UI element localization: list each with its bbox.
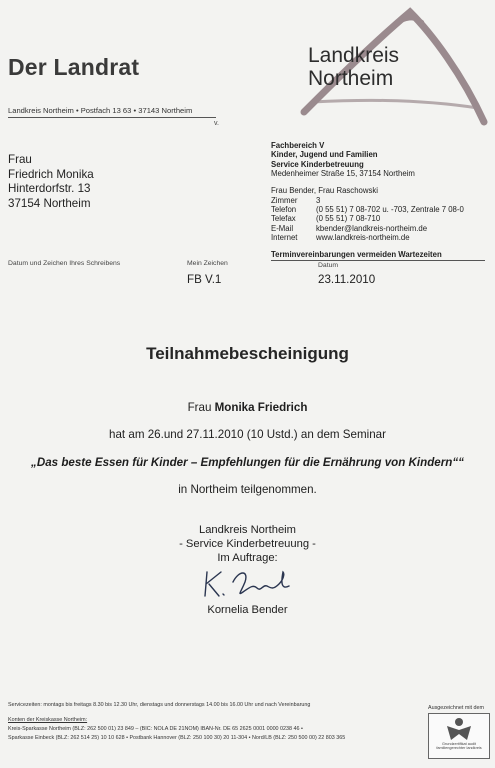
accounts-title: Konten der Kreiskasse Northeim: (8, 717, 88, 723)
contact-label: E-Mail (271, 223, 294, 233)
department-line-1: Fachbereich V (271, 141, 325, 150)
appointment-note: Terminvereinbarungen vermeiden Wartezeiten (271, 250, 442, 259)
audit-badge (428, 713, 490, 759)
recipient-city: 37154 Northeim (8, 196, 91, 210)
signature-authority: Im Auftrage: (217, 552, 278, 564)
sender-address: Landkreis Northeim • Postfach 13 63 • 37143 Northeim (8, 106, 193, 115)
appointment-divider (271, 260, 485, 261)
contact-row (271, 205, 464, 214)
my-reference-value: FB V.1 (187, 273, 222, 286)
contact-website[interactable]: www.landkreis-northeim.de (316, 232, 410, 242)
handwritten-signature-icon (197, 562, 307, 602)
participant-line (0, 401, 495, 414)
award-label: Ausgezeichnet mit dem (428, 705, 485, 711)
contact-table (271, 196, 464, 242)
date-value: 23.11.2010 (318, 273, 376, 286)
participant-name: Monika Friedrich (214, 401, 308, 414)
recipient-street: Hinterdorfstr. 13 (8, 182, 91, 196)
recipient-name: Friedrich Monika (8, 167, 94, 181)
contact-row (271, 224, 464, 233)
contact-persons: Frau Bender, Frau Raschowski (271, 186, 379, 195)
contact-label: Zimmer (271, 196, 298, 205)
department-block (271, 141, 378, 169)
contact-label: Telefax (271, 214, 296, 224)
page-title: Der Landrat (8, 54, 140, 80)
recipient-salutation: Frau (8, 153, 32, 166)
sender-suffix: v. (214, 120, 219, 127)
logo-wordmark (308, 44, 399, 90)
seminar-title: „Das beste Essen für Kinder – Empfehlungen für die Ernährung von Kindern““ (31, 456, 464, 469)
seminar-date-line: hat am 26.und 27.11.2010 (10 Ustd.) an dem Seminar (109, 428, 386, 441)
signature-department: - Service Kinderbetreuung - (179, 538, 316, 550)
department-address: Medenheimer Straße 15, 37154 Northeim (271, 169, 415, 178)
audit-figure-icon (429, 714, 489, 744)
contact-row (271, 214, 464, 223)
signature-org: Landkreis Northeim (198, 524, 296, 536)
contact-row (271, 233, 464, 242)
certificate-heading: Teilnahmebescheinigung (146, 344, 349, 363)
department-line-2: Kinder, Jugend und Familien (271, 150, 378, 160)
recipient-address (8, 153, 94, 211)
accounts-line-1: Kreis-Sparkasse Northeim (BLZ: 262 500 01) 23 849 – (BIC: NOLA DE 21NOM) IBAN-Nr. DE 65 2625 0001 0000 0238 46 • (8, 726, 303, 732)
your-reference-label: Datum und Zeichen Ihres Schreibens (8, 260, 121, 267)
department-line-3: Service Kinderbetreuung (271, 159, 364, 169)
contact-label: Telefon (271, 205, 297, 215)
date-label: Datum (318, 262, 339, 269)
logo-line-1: Landkreis (308, 44, 400, 67)
accounts-line-2: Sparkasse Einbeck (BLZ: 262 514 25) 10 10 628 • Postbank Hannover (BLZ: 250 100 30) 20 11-304 • Nord/LB (BLZ: 250 500 00) 22 803 365 (8, 735, 346, 741)
signer-name: Kornelia Bender (207, 604, 288, 616)
contact-email[interactable]: kbender@landkreis-northeim.de (316, 223, 428, 233)
my-reference-label: Mein Zeichen (187, 260, 228, 267)
sender-divider (8, 117, 216, 118)
service-hours: Servicezeiten: montags bis freitags 8.30 bis 12.30 Uhr, dienstags und donnerstags 14.00 bis 16.00 Uhr und nach Vereinbarung (8, 702, 311, 708)
contact-value: (0 55 51) 7 08-702 u. -703, Zentrale 7 08-0 (316, 205, 464, 215)
logo-line-2: Northeim (308, 67, 394, 90)
contact-label: Internet (271, 232, 298, 242)
participation-place-line: in Northeim teilgenommen. (178, 483, 317, 496)
audit-badge-text: Grundzertifikat audit familiengerechter landkreis (436, 742, 482, 751)
contact-value: 3 (316, 196, 321, 205)
contact-row (271, 196, 464, 205)
contact-value: (0 55 51) 7 08-710 (316, 214, 381, 224)
participant-prefix: Frau (187, 401, 212, 414)
